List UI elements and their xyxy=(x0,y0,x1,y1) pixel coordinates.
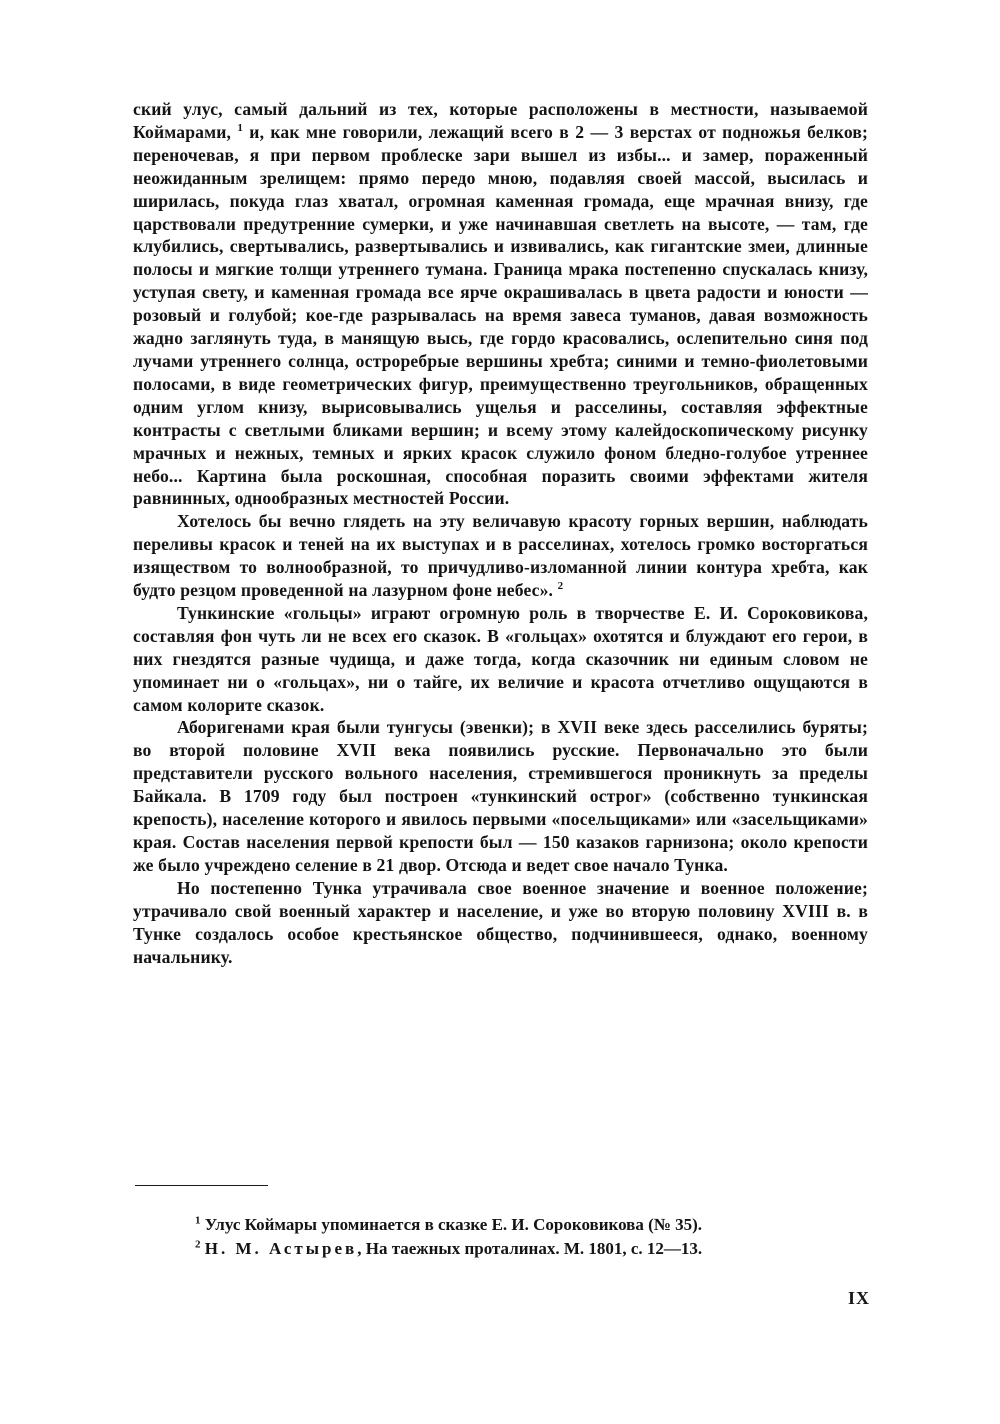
paragraph-text: Хотелось бы вечно глядеть на эту величавую красоту горных вершин, наблюдать переливы красок и теней на их выступах и в расселинах, хотелось громко восторгаться изяществом то волнообразной, то причудливо-изломанной линии контура хребта, как будто резцом проведенной на лазурном фоне небес». xyxy=(133,511,868,601)
footnote-reference: 2 xyxy=(557,580,564,593)
footnote-1 xyxy=(133,1213,868,1237)
footnotes xyxy=(133,1213,868,1261)
footnote-2-marker: 2 xyxy=(195,1238,201,1251)
footnote-2-text: , На таежных проталинах. М. 1801, с. 12—13. xyxy=(357,1239,703,1258)
paragraph-text: и, как мне говорили, лежащий всего в 2 — 3 верстах от подножья белков; переночевав, я при первом проблеске зари вышел из избы... и замер, пораженный неожиданным зрелищем: прямо передо мною, подавляя своей массой, высилась и ширилась, покуда глаз хватал, огромная каменная громада, еще мрачная внизу, где царствовали предутренние сумерки, и уже начинавшая светлеть на высоте, — там, где клубились, свертывались, развертывались и извивались, как гигантские змеи, длинные полосы и мягкие толщи утреннего тумана. Граница мрака постепенно спускалась книзу, уступая свету, и каменная громада все ярче окрашивалась в цвета радости и юности — розовый и голубой; кое-где разрывалась на время завеса туманов, давая возможность жадно заглянуть туда, в манящую высь, где гордо красовались, ослепительно синя под лучами утреннего солнца, остроребрые вершины хребта; синими и темно-фиолетовыми полосами, в виде геометрических фигур, преимущественно треугольников, обращенных одним углом книзу, вырисовывались ущелья и расселины, составляя эффектные контрасты с светлыми бликами вершин; и всему этому калейдоскопическому рисунку мрачных и нежных, темных и ярких красок служило фоном бледно-голубое утреннее небо... Картина была роскошная, способная поразить своими эффектами жителя равнинных, однообразных местностей России. xyxy=(133,121,868,509)
footnote-divider xyxy=(135,1185,268,1186)
footnote-2-author: Н. М. Астырев xyxy=(204,1239,358,1258)
page-body xyxy=(133,98,868,968)
footnote-reference: 1 xyxy=(237,122,244,135)
paragraph-continuation xyxy=(133,98,868,510)
paragraph-quote-end xyxy=(133,510,868,602)
paragraph-text: Аборигенами края были тунгусы (эвенки); в XVII веке здесь расселились буряты; во второй половине XVII века появились русские. Первоначально это были представители русского вольного населения, стремившегося проникнуть за пределы Байкала. В 1709 году был построен «тункинский острог» (собственно тункинская крепость), население которого и явилось первыми «посельщиками» или «засельщиками» края. Состав населения первой крепости был — 150 казаков гарнизона; около крепости же было учреждено селение в 21 двор. Отсюда и ведет свое начало Тунка. xyxy=(133,717,868,875)
footnote-1-marker: 1 xyxy=(195,1214,201,1227)
paragraph-text: Но постепенно Тунка утрачивала свое военное значение и военное положение; утрачивало свой военный характер и население, и уже во вторую половину XVIII в. в Тунке создалось особое крестьянское общество, подчинившееся, однако, военному начальнику. xyxy=(133,877,868,967)
paragraph-goltsy xyxy=(133,602,868,717)
paragraph-text: Тункинские «гольцы» играют огромную роль в творчестве Е. И. Сороковикова, составляя фон чуть ли не всех его сказок. В «гольцах» охотятся и блуждают его герои, в них гнездятся разные чудища, и даже тогда, когда сказочник ни единым словом не упоминает ни о «гольцах», ни о тайге, их величие и красота отчетливо ощущаются в самом колорите сказок. xyxy=(133,602,868,715)
paragraph-tunka-history xyxy=(133,877,868,969)
footnote-2 xyxy=(133,1237,868,1261)
footnote-1-text: Улус Коймары упоминается в сказке Е. И. Сороковикова (№ 35). xyxy=(204,1215,702,1234)
page-number: IX xyxy=(847,1288,870,1308)
paragraph-text: ский улус, самый дальний из тех, которые расположены в местности, называемой Коймарами, xyxy=(133,99,868,142)
paragraph-aborigines xyxy=(133,716,868,876)
